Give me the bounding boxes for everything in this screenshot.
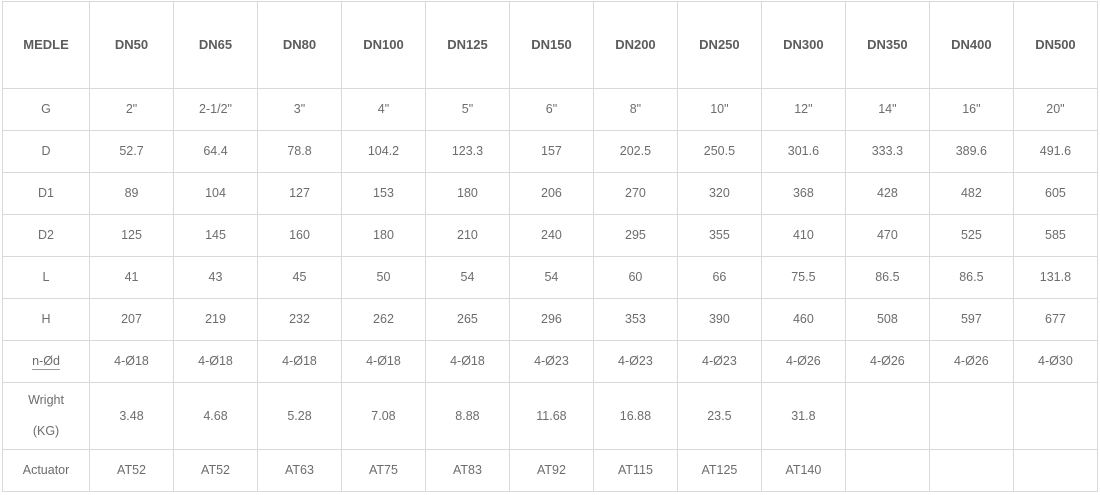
- table-row: [3, 215, 1098, 257]
- row-header-label: n-Ød: [32, 354, 60, 369]
- table-cell: 12": [761, 89, 845, 131]
- table-cell: 5": [425, 89, 509, 131]
- table-cell: 240: [509, 215, 593, 257]
- table-cell: 31.8: [761, 383, 845, 450]
- table-row: [3, 257, 1098, 299]
- table-row: [3, 173, 1098, 215]
- table-cell: 104.2: [341, 131, 425, 173]
- table-cell: 8": [593, 89, 677, 131]
- table-cell: 54: [509, 257, 593, 299]
- column-header-cell: DN150: [509, 2, 593, 89]
- table-cell: 206: [509, 173, 593, 215]
- table-cell: 2": [90, 89, 174, 131]
- table-cell: 296: [509, 299, 593, 341]
- table-cell: 160: [258, 215, 342, 257]
- table-cell: 131.8: [1013, 257, 1097, 299]
- table-cell: 7.08: [341, 383, 425, 450]
- table-cell: 123.3: [425, 131, 509, 173]
- row-header-cell: H: [3, 299, 90, 341]
- table-cell: 368: [761, 173, 845, 215]
- table-cell: 295: [593, 215, 677, 257]
- table-cell: 4-Ø23: [593, 341, 677, 383]
- table-cell: 10": [677, 89, 761, 131]
- table-cell: AT52: [90, 450, 174, 492]
- table-cell: 207: [90, 299, 174, 341]
- row-header-cell: D1: [3, 173, 90, 215]
- table-cell: AT52: [174, 450, 258, 492]
- table-cell: AT125: [677, 450, 761, 492]
- table-row: [3, 299, 1098, 341]
- row-header-cell: [3, 383, 90, 450]
- table-cell: 390: [677, 299, 761, 341]
- table-cell: 43: [174, 257, 258, 299]
- table-cell: 597: [929, 299, 1013, 341]
- row-header-cell: D2: [3, 215, 90, 257]
- table-cell: 4-Ø23: [677, 341, 761, 383]
- table-cell: 4": [341, 89, 425, 131]
- table-cell: 50: [341, 257, 425, 299]
- table-cell: 4-Ø30: [1013, 341, 1097, 383]
- table-cell: AT140: [761, 450, 845, 492]
- table-cell: 4-Ø23: [509, 341, 593, 383]
- table-cell: 491.6: [1013, 131, 1097, 173]
- table-cell: [1013, 450, 1097, 492]
- table-cell: 428: [845, 173, 929, 215]
- table-cell: 4-Ø26: [929, 341, 1013, 383]
- table-cell: 45: [258, 257, 342, 299]
- table-row: [3, 341, 1098, 383]
- column-header-cell: DN125: [425, 2, 509, 89]
- table-cell: 250.5: [677, 131, 761, 173]
- table-cell: [845, 383, 929, 450]
- table-cell: 6": [509, 89, 593, 131]
- row-header-cell: G: [3, 89, 90, 131]
- table-cell: AT115: [593, 450, 677, 492]
- table-cell: 355: [677, 215, 761, 257]
- table-cell: AT63: [258, 450, 342, 492]
- table-cell: 64.4: [174, 131, 258, 173]
- column-header-cell: DN250: [677, 2, 761, 89]
- table-cell: [845, 450, 929, 492]
- table-cell: 265: [425, 299, 509, 341]
- table-cell: 585: [1013, 215, 1097, 257]
- table-cell: AT83: [425, 450, 509, 492]
- table-cell: 210: [425, 215, 509, 257]
- table-cell: 89: [90, 173, 174, 215]
- table-cell: 104: [174, 173, 258, 215]
- corner-header-cell: MEDLE: [3, 2, 90, 89]
- table-cell: 389.6: [929, 131, 1013, 173]
- column-header-cell: DN350: [845, 2, 929, 89]
- table-cell: 470: [845, 215, 929, 257]
- table-cell: 333.3: [845, 131, 929, 173]
- table-cell: 677: [1013, 299, 1097, 341]
- table-cell: 460: [761, 299, 845, 341]
- table-cell: 52.7: [90, 131, 174, 173]
- table-cell: 605: [1013, 173, 1097, 215]
- table-cell: 508: [845, 299, 929, 341]
- table-cell: 54: [425, 257, 509, 299]
- table-cell: 66: [677, 257, 761, 299]
- table-cell: 4-Ø26: [761, 341, 845, 383]
- table-cell: 2-1/2": [174, 89, 258, 131]
- table-cell: 16.88: [593, 383, 677, 450]
- table-cell: [929, 450, 1013, 492]
- row-header-cell: L: [3, 257, 90, 299]
- column-header-cell: DN400: [929, 2, 1013, 89]
- table-cell: 5.28: [258, 383, 342, 450]
- table-cell: 127: [258, 173, 342, 215]
- table-cell: 78.8: [258, 131, 342, 173]
- table-cell: 41: [90, 257, 174, 299]
- table-cell: 4-Ø18: [258, 341, 342, 383]
- column-header-cell: DN200: [593, 2, 677, 89]
- table-cell: 3.48: [90, 383, 174, 450]
- table-cell: 232: [258, 299, 342, 341]
- table-cell: 3": [258, 89, 342, 131]
- table-body: [3, 89, 1098, 492]
- header-row: [3, 2, 1098, 89]
- table-row: [3, 450, 1098, 492]
- table-cell: 86.5: [929, 257, 1013, 299]
- table-cell: 4.68: [174, 383, 258, 450]
- table-cell: [1013, 383, 1097, 450]
- column-header-cell: DN300: [761, 2, 845, 89]
- table-cell: 4-Ø18: [90, 341, 174, 383]
- row-header-unit: (KG): [32, 424, 60, 438]
- table-cell: AT75: [341, 450, 425, 492]
- column-header-cell: DN50: [90, 2, 174, 89]
- row-header-cell: Actuator: [3, 450, 90, 492]
- table-cell: 525: [929, 215, 1013, 257]
- column-header-cell: DN65: [174, 2, 258, 89]
- table-cell: 11.68: [509, 383, 593, 450]
- row-header-stack: [5, 383, 87, 449]
- table-cell: 180: [425, 173, 509, 215]
- table-cell: 4-Ø18: [174, 341, 258, 383]
- table-cell: 8.88: [425, 383, 509, 450]
- table-row: [3, 131, 1098, 173]
- table-cell: 4-Ø18: [341, 341, 425, 383]
- table-cell: 75.5: [761, 257, 845, 299]
- row-header-cell: [3, 341, 90, 383]
- specification-table: [2, 1, 1098, 492]
- table-cell: 320: [677, 173, 761, 215]
- table-cell: 353: [593, 299, 677, 341]
- row-header-cell: D: [3, 131, 90, 173]
- table-cell: 60: [593, 257, 677, 299]
- table-cell: 23.5: [677, 383, 761, 450]
- table-cell: 145: [174, 215, 258, 257]
- table-cell: 270: [593, 173, 677, 215]
- table-cell: 14": [845, 89, 929, 131]
- column-header-cell: DN500: [1013, 2, 1097, 89]
- column-header-cell: DN80: [258, 2, 342, 89]
- table-cell: 262: [341, 299, 425, 341]
- table-header: [3, 2, 1098, 89]
- table-cell: 219: [174, 299, 258, 341]
- table-cell: 180: [341, 215, 425, 257]
- column-header-cell: DN100: [341, 2, 425, 89]
- table-cell: 153: [341, 173, 425, 215]
- table-cell: 86.5: [845, 257, 929, 299]
- table-cell: 202.5: [593, 131, 677, 173]
- table-row: [3, 89, 1098, 131]
- table-cell: 4-Ø18: [425, 341, 509, 383]
- table-cell: 482: [929, 173, 1013, 215]
- table-cell: AT92: [509, 450, 593, 492]
- table-cell: 125: [90, 215, 174, 257]
- table-cell: 301.6: [761, 131, 845, 173]
- table-cell: 157: [509, 131, 593, 173]
- table-cell: 20": [1013, 89, 1097, 131]
- row-header-label: Wright: [28, 393, 64, 408]
- table-cell: 16": [929, 89, 1013, 131]
- table-cell: 4-Ø26: [845, 341, 929, 383]
- table-row: [3, 383, 1098, 450]
- table-cell: 410: [761, 215, 845, 257]
- table-cell: [929, 383, 1013, 450]
